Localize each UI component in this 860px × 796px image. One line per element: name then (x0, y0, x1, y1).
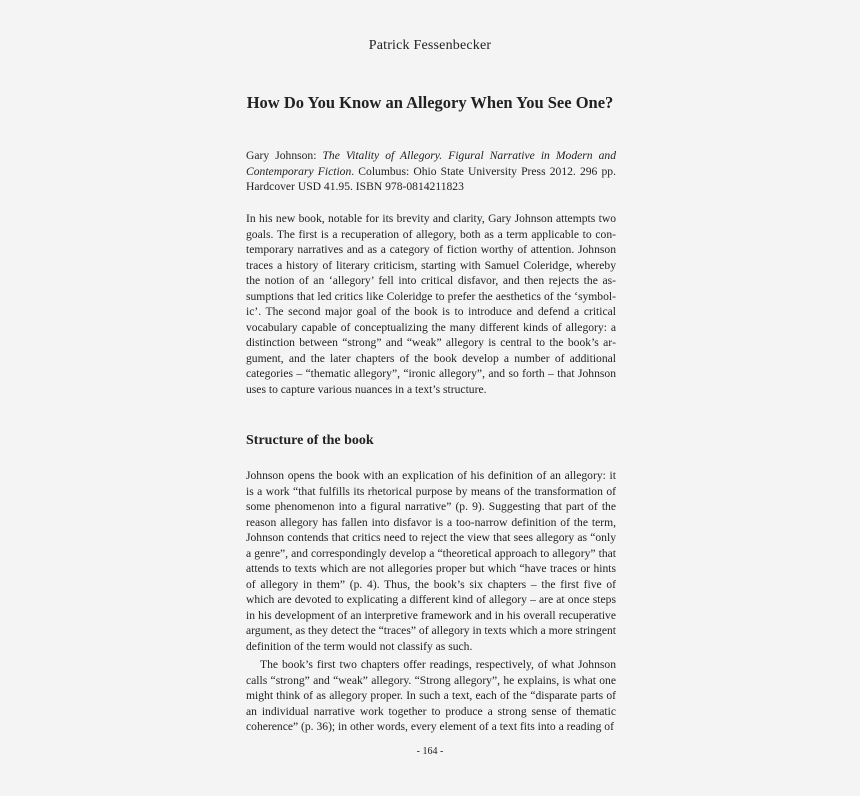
section-paragraph: Johnson opens the book with an explication of his definition of an allegory: it is a work “that fulfills its rhetorical purpose by means of the transformation of some phenomenon into a figural narrative” (p. 9). Suggesting that part of the reason allegory has fallen into disfavor is a too-narrow definition of the term, Johnson contends that critics need to reject the view that sees allegory as “only a genre”, and correspondingly develop a “theoretical approach to allegory” that attends to texts which are not allegories proper but which “have traces or hints of allegory in them” (p. 4). Thus, the book’s six chapters – the first five of which are devoted to explicating a different kind of allegory – are at once steps in his development of an interpretive framework and in his overall recuperative argument, as they detect the “traces” of allegory in texts which a more stringent definition of the term would not classify as such. (246, 469, 616, 653)
section-heading: Structure of the book (246, 433, 374, 448)
section-paragraph: The book’s first two chapters offer readings, respectively, of what Johnson calls “strong” and “weak” allegory. “Strong allegory”, he explains, is what one might think of as allegory proper. In such a text, each of the “disparate parts of an individual narrative work together to produce a strong sense of thematic coherence” (p. 36); in other words, every element of a text fits into a reading of (246, 658, 616, 733)
book-citation (246, 148, 616, 195)
page-number: - 164 - (416, 746, 444, 757)
citation-publication: . Columbus: Ohio State University Press 2012. 296 pp. Hardcover USD 41.95. ISBN 978-0814211823 (246, 164, 616, 193)
intro-paragraph: In his new book, notable for its brevity and clarity, Gary Johnson attempts two goals. The first is a recuperation of allegory, both as a term applicable to contemporary narratives and as a category of fiction worthy of attention. Johnson traces a history of literary criticism, starting with Samuel Coleridge, whereby the notion of an ‘allegory’ fell into critical disfavor, and then rejects the assumptions that led critics like Coleridge to prefer the aesthetics of the ‘symbolic’. The second major goal of the book is to introduce and defend a critical vocabulary capable of conceptualizing the many different kinds of allegory: a distinction between “strong” and “weak” allegory is central to the book’s argument, and the later chapters of the book develop a number of additional categories – “thematic allegory”, “ironic allegory”, and so forth – that Johnson uses to capture various nuances in a text’s structure. (246, 212, 616, 396)
running-head-author: Patrick Fessenbecker (368, 38, 492, 53)
article-title: How Do You Know an Allegory When You See One? (246, 93, 614, 112)
citation-book-title: The Vitality of Allegory. Figural Narrative in Modern and Contemporary Fiction (246, 149, 616, 178)
citation-author: Gary Johnson: (246, 149, 323, 162)
